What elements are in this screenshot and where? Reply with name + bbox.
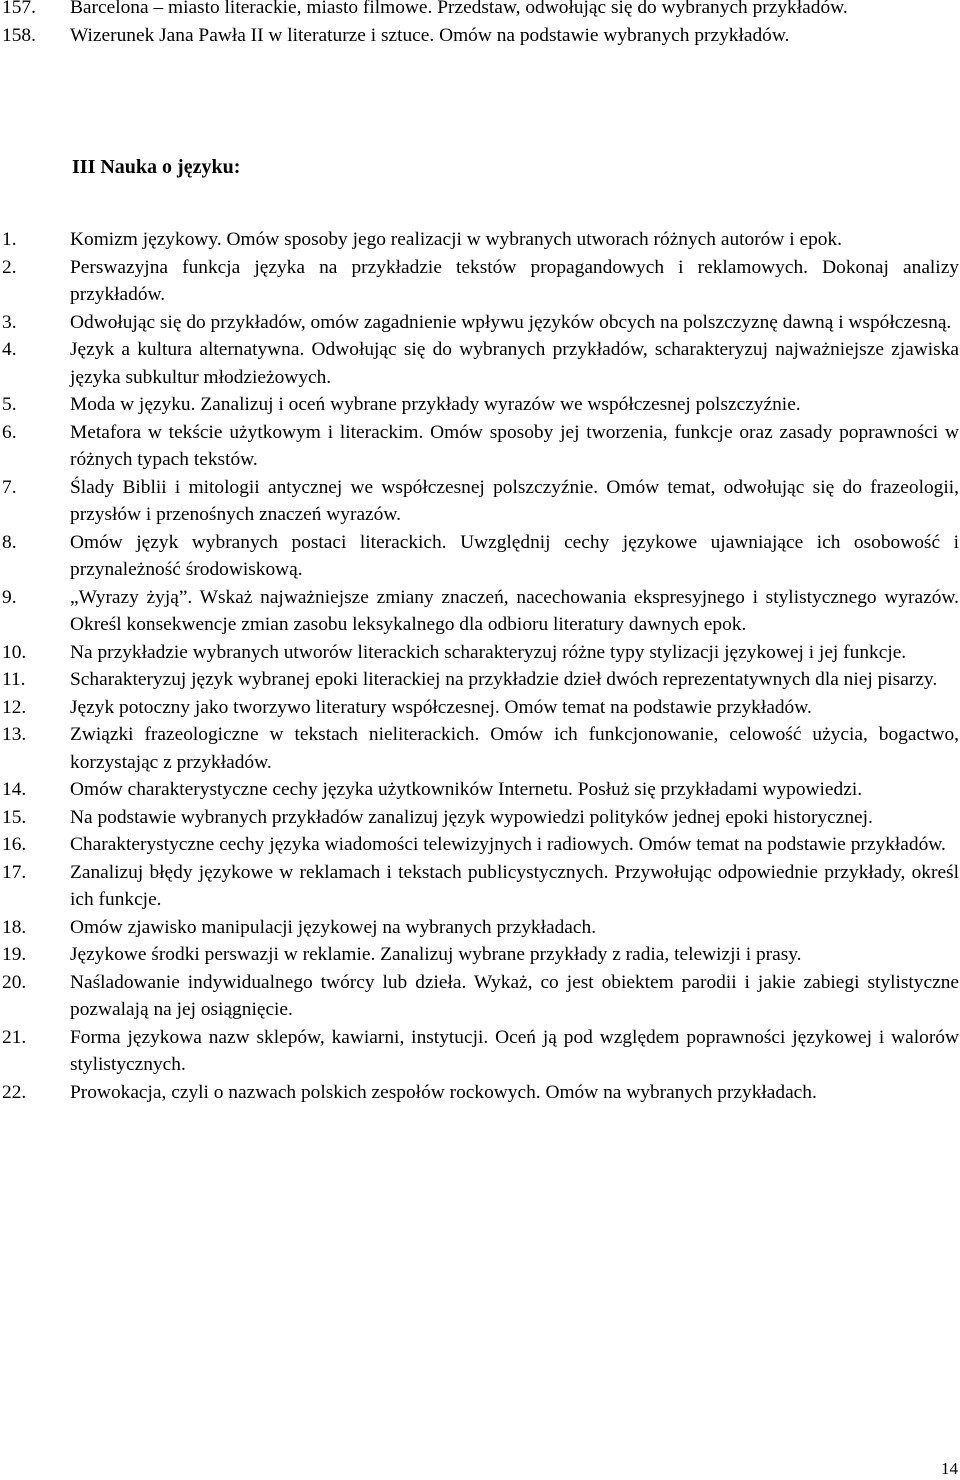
item-text: Związki frazeologiczne w tekstach nieliterackich. Omów ich funkcjonowanie, celowość użycia, bogactwo, korzystając z przykładów. bbox=[70, 724, 959, 773]
item-number: 158. bbox=[2, 24, 36, 46]
item-text: Ślady Biblii i mitologii antycznej we współczesnej polszczyźnie. Omów temat, odwołując się do frazeologii, przysłów i przenośnych znaczeń wyrazów. bbox=[70, 476, 959, 525]
item-number: 2. bbox=[2, 256, 17, 278]
item-text: Omów charakterystyczne cechy języka użytkowników Internetu. Posłuż się przykładami wypowiedzi. bbox=[70, 779, 863, 800]
item-number: 21. bbox=[2, 1026, 27, 1048]
list-item bbox=[0, 584, 960, 639]
item-text: Odwołując się do przykładów, omów zagadnienie wpływu języków obcych na polszczyznę dawną i współczesną. bbox=[70, 311, 952, 333]
item-number: 9. bbox=[2, 586, 17, 608]
item-number: 17. bbox=[2, 861, 27, 883]
item-number: 11. bbox=[2, 669, 26, 690]
item-text: Scharakteryzuj język wybranej epoki literackiej na przykładzie dzieł dwóch reprezentatywnych dla niej pisarzy. bbox=[70, 669, 938, 690]
item-text: Moda w języku. Zanalizuj i oceń wybrane przykłady wyrazów we współczesnej polszczyźnie. bbox=[70, 394, 801, 415]
item-text: Omów zjawisko manipulacji językowej na wybranych przykładach. bbox=[70, 916, 597, 938]
item-text: Językowe środki perswazji w reklamie. Zanalizuj wybrane przykłady z radia, telewizji i prasy. bbox=[70, 944, 802, 965]
item-text: Na przykładzie wybranych utworów literackich scharakteryzuj różne typy stylizacji językowej i jej funkcje. bbox=[70, 641, 907, 663]
list-item bbox=[0, 336, 960, 391]
item-text: Barcelona – miasto literackie, miasto filmowe. Przedstaw, odwołując się do wybranych przykładów. bbox=[70, 0, 848, 18]
item-text: Perswazyjna funkcja języka na przykładzie tekstów propagandowych i reklamowych. Dokonaj analizy przykładów. bbox=[70, 256, 959, 305]
list-item bbox=[0, 419, 960, 474]
list-item bbox=[0, 639, 960, 667]
item-number: 7. bbox=[2, 476, 17, 498]
list-item bbox=[0, 666, 960, 694]
list-item bbox=[0, 309, 960, 337]
item-number: 12. bbox=[2, 696, 27, 718]
item-number: 3. bbox=[2, 311, 17, 333]
item-text: Metafora w tekście użytkowym i literackim. Omów sposoby jej tworzenia, funkcje oraz zasady poprawności w różnych typach tekstów. bbox=[70, 421, 959, 470]
item-number: 8. bbox=[2, 531, 17, 553]
list-item bbox=[0, 474, 960, 529]
item-text: Wizerunek Jana Pawła II w literaturze i sztuce. Omów na podstawie wybranych przykładów. bbox=[70, 24, 790, 46]
item-number: 13. bbox=[2, 724, 27, 745]
list-item bbox=[0, 721, 960, 776]
item-text: Język a kultura alternatywna. Odwołując się do wybranych przykładów, scharakteryzuj najważniejsze zjawiska języka subkultur młodzieżowych. bbox=[70, 339, 959, 388]
item-text: Omów język wybranych postaci literackich. Uwzględnij cechy językowe ujawniające ich osobowość i przynależność środowiskową. bbox=[70, 531, 959, 580]
page-number: 14 bbox=[941, 1459, 958, 1478]
item-number: 4. bbox=[2, 339, 17, 360]
previous-section-list bbox=[0, 0, 960, 49]
item-text: Charakterystyczne cechy języka wiadomości telewizyjnych i radiowych. Omów temat na podstawie przykładów. bbox=[70, 834, 946, 855]
item-number: 20. bbox=[2, 971, 27, 993]
item-text: Komizm językowy. Omów sposoby jego realizacji w wybranych utworach różnych autorów i epok. bbox=[70, 229, 842, 250]
item-number: 157. bbox=[2, 0, 36, 18]
list-item bbox=[0, 529, 960, 584]
list-item bbox=[0, 776, 960, 804]
item-text: Język potoczny jako tworzywo literatury współczesnej. Omów temat na podstawie przykładów. bbox=[70, 696, 812, 718]
list-item bbox=[0, 22, 960, 50]
item-text: Zanalizuj błędy językowe w reklamach i tekstach publicystycznych. Przywołując odpowiednie przykłady, określ ich funkcje. bbox=[70, 861, 959, 910]
list-item bbox=[0, 0, 960, 22]
item-number: 22. bbox=[2, 1081, 27, 1103]
item-number: 10. bbox=[2, 641, 27, 663]
list-item bbox=[0, 226, 960, 254]
list-item bbox=[0, 914, 960, 942]
list-item bbox=[0, 694, 960, 722]
language-topics-list bbox=[0, 226, 960, 1106]
section-heading: III Nauka o języku: bbox=[72, 156, 241, 178]
list-item bbox=[0, 804, 960, 832]
list-item bbox=[0, 859, 960, 914]
list-item bbox=[0, 391, 960, 419]
item-text: Na podstawie wybranych przykładów zanalizuj język wypowiedzi polityków jednej epoki historycznej. bbox=[70, 806, 873, 828]
list-item bbox=[0, 1079, 960, 1107]
list-item bbox=[0, 1024, 960, 1079]
item-text: Prowokacja, czyli o nazwach polskich zespołów rockowych. Omów na wybranych przykładach. bbox=[70, 1081, 817, 1103]
item-number: 15. bbox=[2, 806, 27, 828]
item-number: 6. bbox=[2, 421, 17, 443]
item-text: Naśladowanie indywidualnego twórcy lub dzieła. Wykaż, co jest obiektem parodii i jakie zabiegi stylistyczne pozwalają na jej osiągnięcie. bbox=[70, 971, 959, 1020]
item-number: 14. bbox=[2, 779, 27, 800]
item-text: Forma językowa nazw sklepów, kawiarni, instytucji. Oceń ją pod względem poprawności językowej i walorów stylistycznych. bbox=[70, 1026, 959, 1075]
item-number: 18. bbox=[2, 916, 27, 938]
item-number: 5. bbox=[2, 394, 17, 415]
item-text: „Wyrazy żyją”. Wskaż najważniejsze zmiany znaczeń, nacechowania ekspresyjnego i stylistycznego wyrazów. Określ konsekwencje zmian zasobu leksykalnego dla odbioru literatury dawnych epok. bbox=[70, 586, 959, 635]
item-number: 16. bbox=[2, 834, 27, 855]
list-item bbox=[0, 831, 960, 859]
item-number: 1. bbox=[2, 229, 17, 250]
list-item bbox=[0, 254, 960, 309]
list-item bbox=[0, 941, 960, 969]
item-number: 19. bbox=[2, 944, 27, 965]
list-item bbox=[0, 969, 960, 1024]
